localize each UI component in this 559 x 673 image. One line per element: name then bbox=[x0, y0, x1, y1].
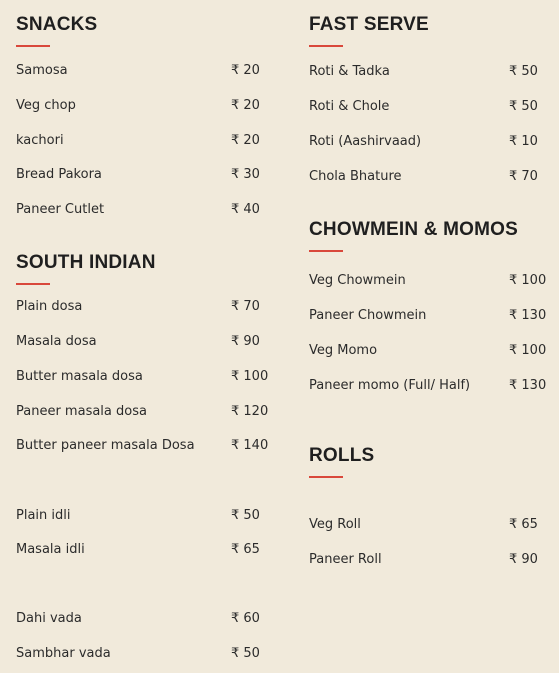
item-price: ₹ 50 bbox=[231, 646, 260, 661]
item-price: ₹ 90 bbox=[509, 552, 538, 567]
item-name: Paneer masala dosa bbox=[16, 404, 147, 419]
item-name: kachori bbox=[16, 133, 64, 148]
section-snacks bbox=[16, 14, 266, 47]
item-name: Dahi vada bbox=[16, 611, 82, 626]
section-rolls bbox=[309, 445, 549, 478]
item-price: ₹ 100 bbox=[509, 273, 547, 288]
item-price: ₹ 40 bbox=[231, 202, 260, 217]
section-title-south-indian: SOUTH INDIAN bbox=[16, 252, 156, 273]
item-name: Samosa bbox=[16, 63, 68, 78]
heading-underline bbox=[16, 283, 50, 285]
item-price: ₹ 130 bbox=[509, 308, 547, 323]
heading-underline bbox=[309, 476, 343, 478]
item-price: ₹ 140 bbox=[231, 438, 269, 453]
item-name: Veg Roll bbox=[309, 517, 361, 532]
item-name: Roti & Tadka bbox=[309, 64, 390, 79]
section-south-indian bbox=[16, 252, 266, 285]
item-price: ₹ 30 bbox=[231, 167, 260, 182]
item-name: Sambhar vada bbox=[16, 646, 111, 661]
item-name: Veg Momo bbox=[309, 343, 378, 358]
item-price: ₹ 50 bbox=[231, 508, 260, 523]
item-name: Plain dosa bbox=[16, 299, 83, 314]
section-title-chowmein-momos: CHOWMEIN & MOMOS bbox=[309, 219, 519, 240]
item-price: ₹ 20 bbox=[231, 133, 260, 148]
heading-underline bbox=[309, 45, 343, 47]
item-price: ₹ 90 bbox=[231, 334, 260, 349]
heading-underline bbox=[16, 45, 50, 47]
item-price: ₹ 10 bbox=[509, 134, 538, 149]
item-price: ₹ 65 bbox=[231, 542, 260, 557]
item-name: Masala idli bbox=[16, 542, 85, 557]
item-price: ₹ 50 bbox=[509, 64, 538, 79]
heading-underline bbox=[309, 250, 343, 252]
item-name: Bread Pakora bbox=[16, 167, 102, 182]
item-name: Butter masala dosa bbox=[16, 369, 143, 384]
item-price: ₹ 65 bbox=[509, 517, 538, 532]
item-price: ₹ 130 bbox=[509, 378, 547, 393]
item-name: Masala dosa bbox=[16, 334, 97, 349]
item-name: Paneer Cutlet bbox=[16, 202, 105, 217]
section-title-snacks: SNACKS bbox=[16, 14, 98, 35]
item-name: Paneer Chowmein bbox=[309, 308, 427, 323]
item-price: ₹ 70 bbox=[231, 299, 260, 314]
item-price: ₹ 120 bbox=[231, 404, 269, 419]
item-name: Veg Chowmein bbox=[309, 273, 406, 288]
item-name: Butter paneer masala Dosa bbox=[16, 438, 195, 453]
section-chowmein-momos bbox=[309, 219, 549, 252]
section-title-rolls: ROLLS bbox=[309, 445, 375, 466]
item-price: ₹ 50 bbox=[509, 99, 538, 114]
item-name: Roti (Aashirvaad) bbox=[309, 134, 422, 149]
item-name: Roti & Chole bbox=[309, 99, 390, 114]
item-name: Plain idli bbox=[16, 508, 71, 523]
item-name: Paneer momo (Full/ Half) bbox=[309, 378, 471, 393]
item-name: Veg chop bbox=[16, 98, 76, 113]
item-price: ₹ 70 bbox=[509, 169, 538, 184]
section-title-fast-serve: FAST SERVE bbox=[309, 14, 429, 35]
item-price: ₹ 100 bbox=[231, 369, 269, 384]
item-name: Paneer Roll bbox=[309, 552, 382, 567]
section-fast-serve bbox=[309, 14, 549, 47]
item-price: ₹ 100 bbox=[509, 343, 547, 358]
item-price: ₹ 20 bbox=[231, 63, 260, 78]
item-price: ₹ 20 bbox=[231, 98, 260, 113]
item-name: Chola Bhature bbox=[309, 169, 402, 184]
item-price: ₹ 60 bbox=[231, 611, 260, 626]
